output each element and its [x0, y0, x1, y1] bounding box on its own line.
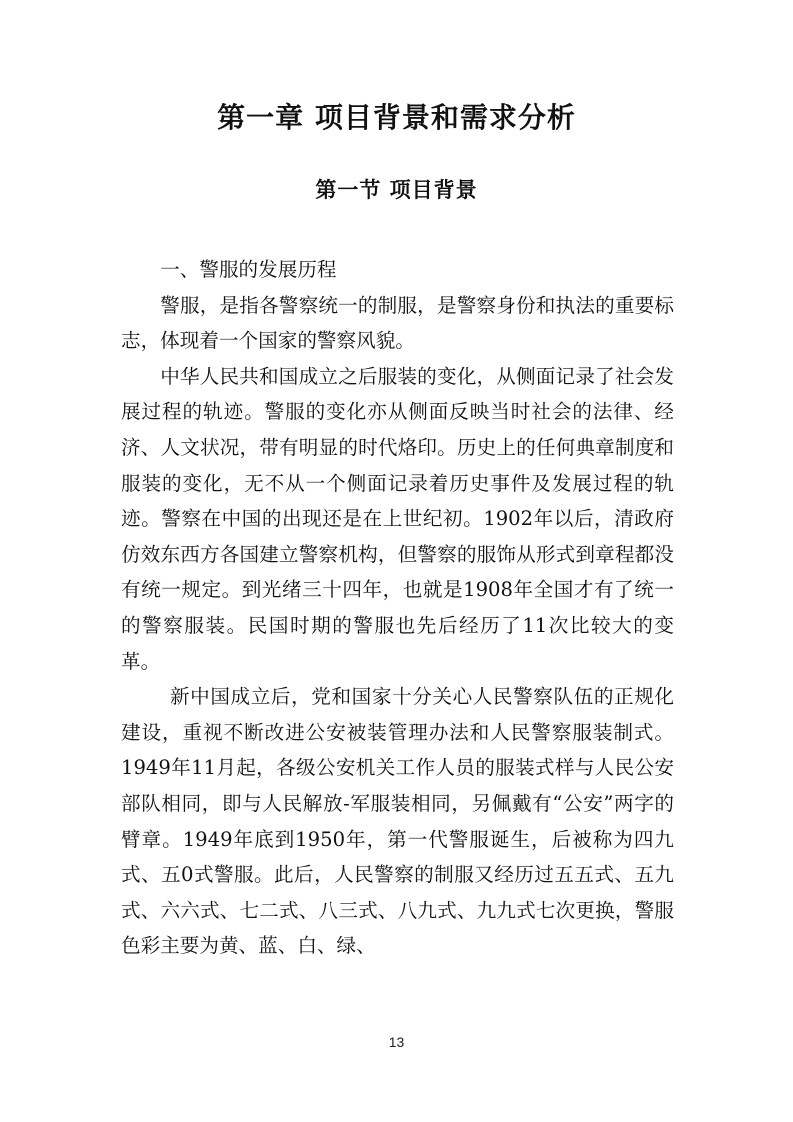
subheading: 一、警服的发展历程	[160, 258, 337, 281]
body-text	[121, 252, 674, 964]
page-number: 13	[388, 1034, 405, 1050]
section-title: 第一节 项目背景	[315, 178, 478, 202]
paragraph-1: 警服，是指各警察统一的制服，是警察身份和执法的重要标志，体现着一个国家的警察风貌。	[121, 293, 674, 353]
chapter-title: 第一章 项目背景和需求分析	[217, 101, 576, 134]
paragraph-2: 中华人民共和国成立之后服装的变化，从侧面记录了社会发展过程的轨迹。警服的变化亦从侧面反映当时社会的法律、经济、人文状况，带有明显的时代烙印。历史上的任何典章制度和服装的变化，无不从一个侧面记录着历史事件及发展过程的轨迹。警察在中国的出现还是在上世纪初。1902年以后，清政府仿效东西方各国建立警察机构，但警察的服饰从形式到章程都没有统一规定。到光绪三十四年，也就是1908年全国才有了统一的警察服装。民国时期的警服也先后经历了11次比较大的变革。	[121, 364, 674, 673]
paragraph-3: 新中国成立后，党和国家十分关心人民警察队伍的正规化建设，重视不断改进公安被装管理办法和人民警察服装制式。1949年11月起，各级公安机关工作人员的服装式样与人民公安部队相同，即与人民解放-军服装相同，另佩戴有“公安”两字的臂章。1949年底到1950年，第一代警服诞生，后被称为四九式、五0式警服。此后，人民警察的制服又经历过五五式、五九式、六六式、七二式、八三式、八九式、九九式七次更换，警服色彩主要为黄、蓝、白、绿、	[121, 685, 674, 958]
